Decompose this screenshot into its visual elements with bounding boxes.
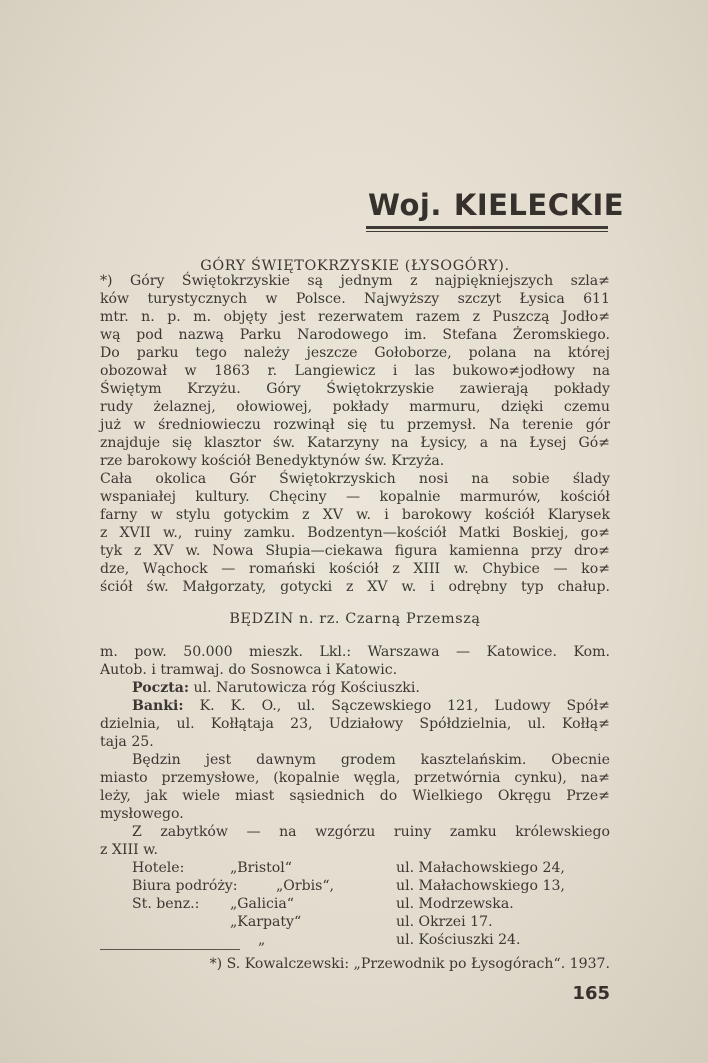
history-line: leży, jak wiele miast sąsiednich do Wielkiego Okręgu Prze≠ (100, 788, 610, 804)
listing-address: ul. Małachowskiego 24, (396, 860, 565, 876)
zabytki-line: Z zabytków — na wzgórzu ruiny zamku królewskiego (132, 824, 610, 840)
paragraph-line: ściół św. Małgorzaty, gotycki z XV w. i odrębny typ chałup. (100, 579, 610, 595)
paragraph-line: rze barokowy kościół Benedyktynów św. Krzyża. (100, 453, 445, 469)
history-line: mysłowego. (100, 806, 184, 822)
zabytki-line: z XIII w. (100, 842, 158, 858)
paragraph-line: Do parku tego należy jeszcze Gołoborze, polana na której (100, 345, 610, 361)
listing-address: ul. Modrzewska. (396, 896, 514, 912)
listing-address: ul. Okrzei 17. (396, 914, 493, 930)
listing-address: ul. Małachowskiego 13, (396, 878, 565, 894)
listing-row (100, 877, 610, 895)
paragraph-line: znajduje się klasztor św. Katarzyny na Łysicy, a na Łysej Gó≠ (100, 435, 610, 451)
banki-label: Banki: (132, 698, 184, 714)
paragraph-line: wą pod nazwą Parku Narodowego im. Stefana Żeromskiego. (100, 327, 610, 343)
listing-name: „Galicia“ (230, 896, 294, 912)
paragraph-line: już w średniowieczu rozwinął się tu przemysł. Na terenie gór (100, 417, 610, 433)
listing-name: „Bristol“ (230, 860, 292, 876)
poczta-text: ul. Narutowicza róg Kościuszki. (189, 680, 420, 696)
listing-row (100, 859, 610, 877)
paragraph-line: ków turystycznych w Polsce. Najwyższy szczyt Łysica 611 (100, 291, 610, 307)
title-underline-thin (366, 231, 608, 232)
paragraph-line: tyk z XV w. Nowa Słupia—ciekawa figura kamienna przy dro≠ (100, 543, 610, 559)
section-heading-gory: GÓRY ŚWIĘTOKRZYSKIE (ŁYSOGÓRY). (200, 258, 510, 274)
region-name: KIELECKIE (453, 188, 625, 222)
region-prefix: Woj. (368, 188, 442, 222)
info-line: m. pow. 50.000 mieszk. Lkl.: Warszawa — Katowice. Kom. (100, 644, 610, 660)
page-number: 165 (572, 983, 610, 1004)
banki-line (100, 697, 610, 715)
paragraph-line: mtr. n. p. m. objęty jest rezerwatem razem z Puszczą Jodło≠ (100, 309, 610, 325)
paragraph-line: dze, Wąchock — romański kościół z XIII w. Chybice — ko≠ (100, 561, 610, 577)
listing-category: St. benz.: (132, 896, 200, 912)
listing-category: Hotele: (132, 860, 185, 876)
region-title (368, 188, 625, 222)
listing-row (100, 931, 610, 949)
listing-name: „Orbis“, (276, 878, 335, 894)
paragraph-line: rudy żelaznej, ołowiowej, pokłady marmuru, dzięki czemu (100, 399, 610, 415)
banki-text: K. K. O., ul. Sączewskiego 121, Ludowy Spół≠ (183, 698, 610, 714)
paragraph-line: z XVII w., ruiny zamku. Bodzentyn—kościół Matki Boskiej, go≠ (100, 525, 610, 541)
paragraph-line: Cała okolica Gór Świętokrzyskich nosi na sobie ślady (100, 471, 610, 487)
footnote: *) S. Kowalczewski: „Przewodnik po Łysogórach“. 1937. (209, 956, 610, 972)
listing-category: Biura podróży: (132, 878, 238, 894)
paragraph-line: wspaniałej kultury. Chęciny — kopalnie marmurów, kościół (100, 489, 610, 505)
listing-row (100, 895, 610, 913)
footnote-divider (100, 949, 240, 950)
listing-row (100, 913, 610, 931)
paragraph-line: obozował w 1863 r. Langiewicz i las bukowo≠jodłowy na (100, 363, 610, 379)
history-line: miasto przemysłowe, (kopalnie węgla, przetwórnia cynku), na≠ (100, 770, 610, 786)
info-line: taja 25. (100, 734, 154, 750)
history-line: Będzin jest dawnym grodem kasztelańskim. Obecnie (132, 752, 610, 768)
paragraph-line: farny w stylu gotyckim z XV w. i barokowy kościół Klarysek (100, 507, 610, 523)
info-line: Autob. i tramwaj. do Sosnowca i Katowic. (100, 662, 398, 678)
listing-name: „Karpaty“ (230, 914, 302, 930)
paragraph-line: Świętym Krzyżu. Góry Świętokrzyskie zawierają pokłady (100, 381, 610, 397)
poczta-label: Poczta: (132, 680, 190, 696)
info-line: dzielnia, ul. Kołłątaja 23, Udziałowy Spółdzielnia, ul. Kołłą≠ (100, 716, 610, 732)
poczta-line (100, 679, 610, 697)
paragraph-line: *) Góry Świętokrzyskie są jednym z najpiękniejszych szla≠ (100, 273, 610, 289)
title-underline-thick (366, 226, 608, 229)
section-heading-bedzin: BĘDZIN n. rz. Czarną Przemszą (229, 611, 481, 627)
listing-ditto: „ (258, 932, 266, 948)
listing-address: ul. Kościuszki 24. (396, 932, 521, 948)
